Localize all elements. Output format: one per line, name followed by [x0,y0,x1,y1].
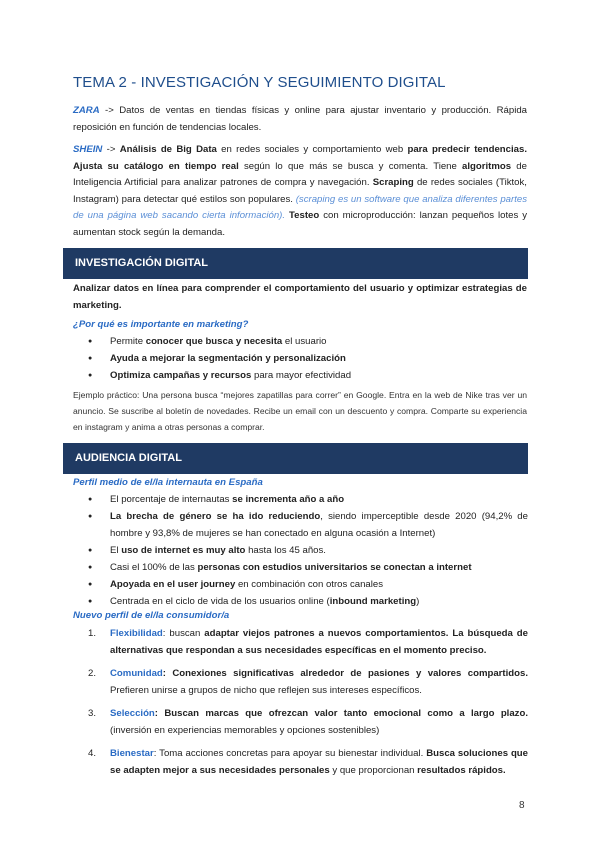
item-bold: se incrementa año a año [232,494,345,505]
item-bold: personas con estudios universitarios se conectan a internet [197,562,472,573]
item-text: Centrada en el ciclo de vida de los usuarios online ( [110,596,330,607]
list-item [88,350,528,367]
item-bold: Apoyada en el user journey [110,579,236,590]
zara-label: ZARA [73,105,100,116]
list-item [88,705,528,739]
consumer-list [88,625,528,785]
shein-bold: Testeo [289,210,320,221]
item-bold: : Conexiones significativas alrededor de pasiones y valores compartidos. [162,668,528,679]
example-paragraph: Ejemplo práctico: Una persona busca “mejores zapatillas para correr” en Google. Entra en la web de Nike tras ver un anuncio. Se suscribe al boletín de novedades. Recibe un email con un descuento y compra. Comparte su experiencia en instagram y anima a otras personas a comprar. [73,390,527,432]
item-bold: Busca soluciones que se adapten mejor a sus necesidades personales [110,748,529,776]
item-bold: conocer que busca y necesita [145,336,283,347]
item-bold: Optimiza campañas y recursos [110,370,252,381]
item-bold: uso de internet es muy alto [121,545,246,556]
item-number: 4. [88,748,97,759]
shein-bold: Scraping [372,177,414,188]
section1-question: ¿Por qué es importante en marketing? [73,319,249,330]
item-text: el usuario [282,336,327,347]
list-item [88,593,528,610]
importance-list [88,333,528,384]
item-bold: resultados rápidos. [417,765,506,776]
scraping-note: (scraping es un software que analiza diferentes partes de una página web sacando cierta información). [73,193,527,221]
shein-text: con microproducción: lanzan pequeños lotes y aumentan stock según la demanda. [73,210,527,238]
shein-text: de Inteligencia Artificial para analizar patrones de compra y navegación. [73,160,527,188]
section1-intro: Analizar datos en línea para comprender el comportamiento del usuario y optimizar estrategias de marketing. [73,283,527,311]
profile-heading: Perfil medio de el/la internauta en España [73,477,263,488]
item-text: , siendo imperceptible desde 2020 (94,2% de hombre y 93,8% de mujeres se han conectado en alguna ocasión a Internet) [110,511,528,539]
shein-text: según lo que más se busca y comenta. Tiene [238,160,463,172]
list-item [88,625,528,659]
shein-bold: para predecir tendencias. Ajusta su catálogo en tiempo real [73,144,527,172]
item-text: ) [416,596,420,607]
shein-text: de redes sociales (Tiktok, Instagram) para detectar qué estilos son populares. [73,177,527,205]
item-text: Prefieren unirse a grupos de nicho que reflejen sus intereses específicos. [110,685,422,696]
consumer-heading: Nuevo perfil de el/la consumidor/a [73,610,230,621]
shein-text: -> [102,144,120,155]
item-label: Bienestar [110,748,154,759]
item-text: : Toma acciones concretas para apoyar su bienestar individual. [153,748,427,759]
item-number: 2. [88,668,97,679]
shein-bold: Análisis de Big Data [119,144,217,155]
list-item [88,559,528,576]
list-item [88,576,528,593]
item-bold: La brecha de género se ha ido reduciendo [110,511,321,522]
list-item [88,333,528,350]
section-banner-audiencia: AUDIENCIA DIGITAL [63,443,528,474]
shein-text: en redes sociales y comportamiento web [216,144,408,155]
item-bold: adaptar viejos patrones a nuevos comportamientos. La búsqueda de alternativas que respondan a sus necesidades específicas en el momento preciso. [110,628,528,656]
shein-label: SHEIN [73,144,103,155]
item-text: El porcentaje de internautas [110,494,233,505]
list-item [88,367,528,384]
list-item [88,542,528,559]
list-item [88,491,528,508]
item-text: El [110,545,122,556]
item-text: Permite [110,336,146,347]
page-number: 8 [519,800,525,811]
item-label: Flexibilidad [110,628,163,639]
item-bold: inbound marketing [329,596,417,607]
shein-paragraph [73,142,527,241]
item-text: Casi el 100% de las [110,562,198,573]
item-number: 3. [88,708,97,719]
item-text: para mayor efectividad [251,370,352,381]
list-item [88,745,528,779]
item-number: 1. [88,628,97,639]
page-title: TEMA 2 - INVESTIGACIÓN Y SEGUIMIENTO DIGITAL [73,74,446,91]
list-item [88,665,528,699]
item-label: Comunidad [110,668,163,679]
item-label: Selección [110,708,155,719]
profile-list [88,491,528,610]
zara-paragraph [73,103,527,136]
list-item [88,508,528,542]
item-text: hasta los 45 años. [245,545,326,556]
item-text: (inversión en experiencias memorables y opciones sostenibles) [110,725,380,736]
item-text: : buscan [162,628,205,639]
section-banner-investigacion: INVESTIGACIÓN DIGITAL [63,248,528,279]
item-text: y que proporcionan [329,765,418,776]
item-bold: : Buscan marcas que ofrezcan valor tanto emocional como a largo plazo. [154,708,528,719]
item-text: en combinación con otros canales [235,579,384,590]
item-bold: Ayuda a mejorar la segmentación y personalización [110,353,346,364]
shein-bold: algoritmos [462,160,512,172]
zara-text: -> Datos de ventas en tiendas físicas y online para ajustar inventario y producción. Rápida reposición en función de tendencias locales. [73,105,527,133]
